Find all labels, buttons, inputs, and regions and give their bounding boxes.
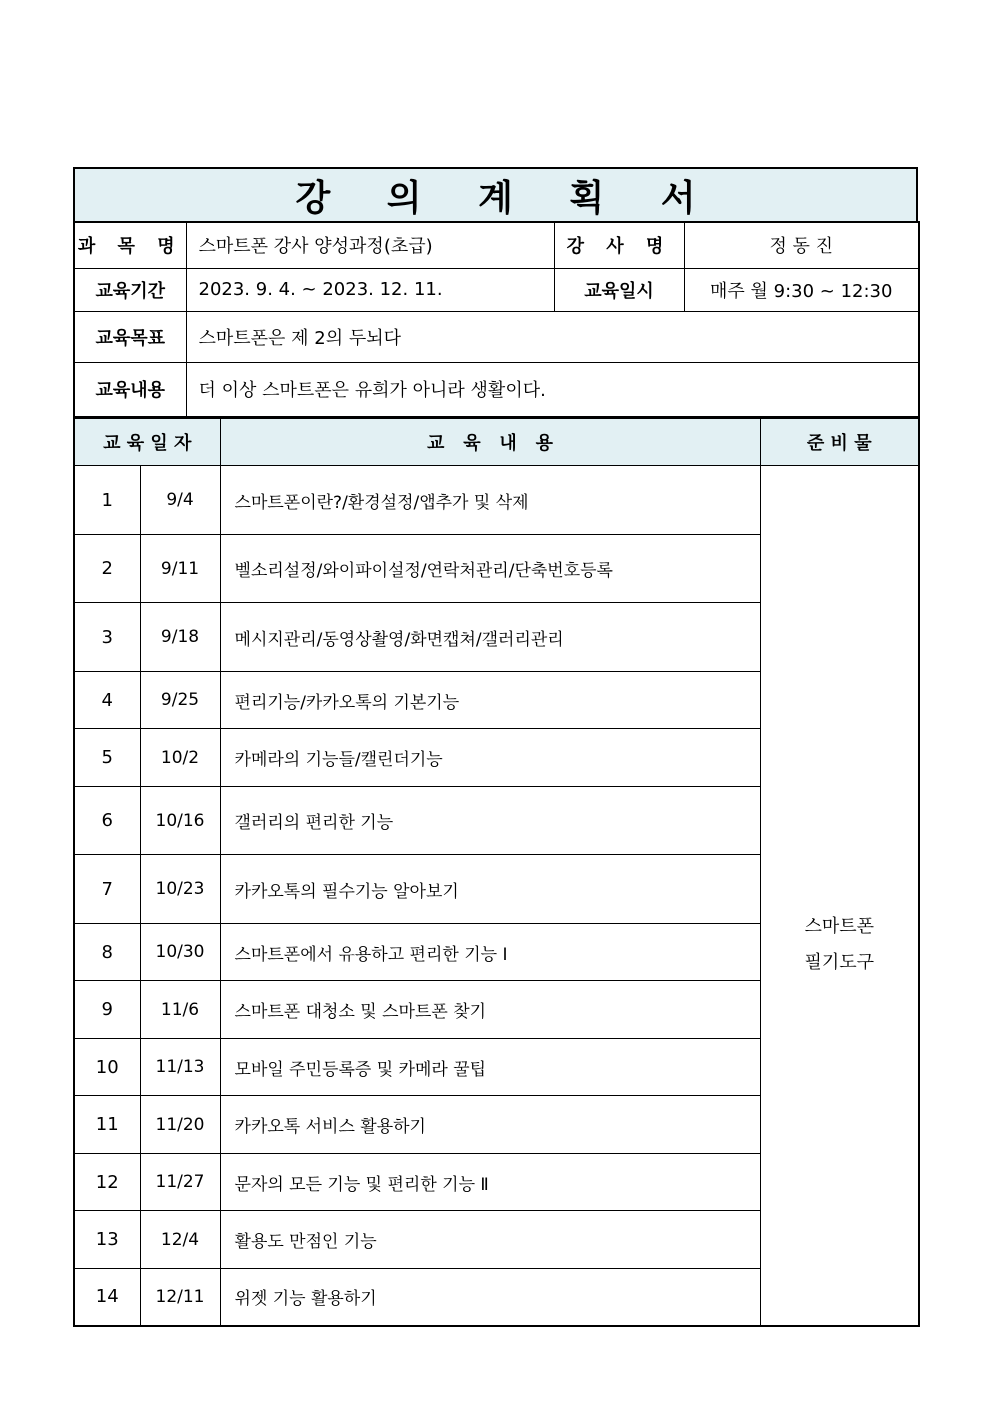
header-date: 교 육 일 자	[74, 419, 220, 466]
session-number: 9	[74, 981, 140, 1039]
goal-label: 교육목표	[74, 311, 186, 362]
session-number: 4	[74, 672, 140, 729]
session-content: 벨소리설정/와이파이설정/연락처관리/단축번호등록	[220, 535, 760, 603]
materials-item: 필기도구	[804, 952, 875, 974]
session-number: 2	[74, 535, 140, 603]
session-content: 카카오톡의 필수기능 알아보기	[220, 855, 760, 924]
session-content: 갤러리의 편리한 기능	[220, 787, 760, 855]
lecture-plan-document	[73, 167, 918, 1327]
session-date: 11/20	[140, 1096, 220, 1154]
session-content: 스마트폰이란?/환경설정/앱추가 및 삭제	[220, 466, 760, 535]
session-number: 7	[74, 855, 140, 924]
session-content: 편리기능/카카오톡의 기본기능	[220, 672, 760, 729]
session-date: 10/2	[140, 729, 220, 787]
instructor-value: 정 동 진	[684, 222, 919, 268]
header-materials: 준 비 물	[760, 419, 919, 466]
session-date: 11/13	[140, 1039, 220, 1096]
session-content: 메시지관리/동영상촬영/화면캡쳐/갤러리관리	[220, 603, 760, 672]
session-content: 활용도 만점인 기능	[220, 1211, 760, 1269]
session-date: 11/27	[140, 1154, 220, 1211]
session-number: 12	[74, 1154, 140, 1211]
instructor-label: 강 사 명	[554, 222, 684, 268]
schedule-row	[74, 466, 919, 535]
header-content: 교 육 내 용	[220, 419, 760, 466]
session-number: 6	[74, 787, 140, 855]
subject-value: 스마트폰 강사 양성과정(초급)	[186, 222, 554, 268]
session-content: 카메라의 기능들/캘린더기능	[220, 729, 760, 787]
info-table	[73, 221, 920, 418]
session-date: 9/4	[140, 466, 220, 535]
session-content: 모바일 주민등록증 및 카메라 꿀팁	[220, 1039, 760, 1096]
session-number: 5	[74, 729, 140, 787]
period-label: 교육기간	[74, 268, 186, 311]
session-date: 10/30	[140, 924, 220, 981]
session-date: 11/6	[140, 981, 220, 1039]
session-date: 10/16	[140, 787, 220, 855]
document-title: 강 의 계 획 서	[73, 167, 918, 221]
session-number: 11	[74, 1096, 140, 1154]
materials-item: 스마트폰	[804, 916, 875, 938]
session-content: 문자의 모든 기능 및 편리한 기능 Ⅱ	[220, 1154, 760, 1211]
session-content: 위젯 기능 활용하기	[220, 1269, 760, 1326]
schedule-value: 매주 월 9:30 ~ 12:30	[684, 268, 919, 311]
subject-label: 과 목 명	[74, 222, 186, 268]
session-content: 카카오톡 서비스 활용하기	[220, 1096, 760, 1154]
session-content: 스마트폰에서 유용하고 편리한 기능 Ⅰ	[220, 924, 760, 981]
session-content: 스마트폰 대청소 및 스마트폰 찾기	[220, 981, 760, 1039]
session-number: 3	[74, 603, 140, 672]
session-date: 12/4	[140, 1211, 220, 1269]
schedule-table	[73, 418, 920, 1327]
content-value: 더 이상 스마트폰은 유희가 아니라 생활이다.	[186, 362, 919, 417]
session-number: 8	[74, 924, 140, 981]
session-date: 9/25	[140, 672, 220, 729]
session-date: 9/11	[140, 535, 220, 603]
session-date: 12/11	[140, 1269, 220, 1326]
schedule-label: 교육일시	[554, 268, 684, 311]
session-number: 13	[74, 1211, 140, 1269]
materials-cell	[760, 466, 919, 1326]
goal-value: 스마트폰은 제 2의 두뇌다	[186, 311, 919, 362]
session-number: 14	[74, 1269, 140, 1326]
session-date: 10/23	[140, 855, 220, 924]
session-number: 10	[74, 1039, 140, 1096]
session-number: 1	[74, 466, 140, 535]
content-label: 교육내용	[74, 362, 186, 417]
period-value: 2023. 9. 4. ~ 2023. 12. 11.	[186, 268, 554, 311]
session-date: 9/18	[140, 603, 220, 672]
